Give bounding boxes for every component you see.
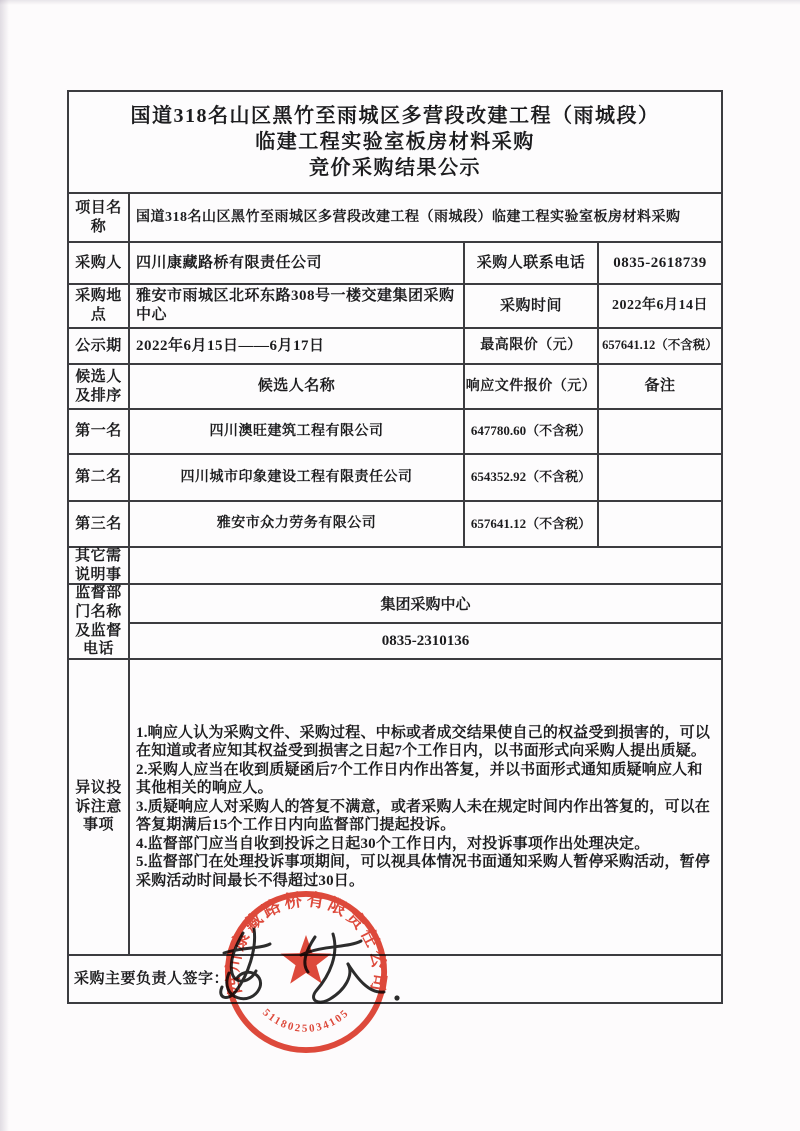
objection-item-1: 1.响应人认为采购文件、采购过程、中标或者成交结果使自己的权益受到损害的，可以在知道或者应知其权益受到损害之日起7个工作日内，以书面形式向采购人提出质疑。 <box>136 724 711 760</box>
seal-number: 5118025034105 <box>260 1006 352 1035</box>
candidate-row-3 <box>69 502 721 548</box>
row-other-notes <box>69 548 721 585</box>
signature-label: 采购主要负责人签字： <box>74 970 230 987</box>
publicity-value: 2022年6月15日——6月17日 <box>130 329 465 363</box>
candidate-name: 四川城市印象建设工程有限责任公司 <box>130 455 465 500</box>
candidate-price: 657641.12（不含税） <box>465 502 599 546</box>
candidate-row-2 <box>69 455 721 502</box>
title-block <box>69 92 721 194</box>
supervision-values <box>130 585 721 658</box>
project-name-value: 国道318名山区黑竹至雨城区多营段改建工程（雨城段）临建工程实验室板房材料采购 <box>136 209 681 225</box>
objection-item-4: 4.监督部门应当自收到投诉之日起30个工作日内，对投诉事项作出处理决定。 <box>136 835 650 852</box>
objection-item-5: 5.监督部门在处理投诉事项期间，可以视具体情况书面通知采购人暂停采购活动，暂停采购活动时间最长不得超过30日。 <box>136 854 711 889</box>
candidates-name-header: 候选人名称 <box>130 365 465 408</box>
purchaser-label: 采购人 <box>69 243 130 283</box>
paper-left-edge <box>0 0 9 1131</box>
supervision-phone: 0835-2310136 <box>381 632 470 649</box>
seal-star-icon <box>280 935 331 984</box>
supervision-department: 集团采购中心 <box>130 585 721 624</box>
candidate-rank: 第二名 <box>69 455 130 500</box>
candidates-rank-header: 候选人及排序 <box>69 365 130 408</box>
candidate-name: 四川澳旺建筑工程有限公司 <box>130 410 465 453</box>
row-objection <box>69 660 721 956</box>
paper-top-edge <box>0 0 800 5</box>
candidate-name: 雅安市众力劳务有限公司 <box>130 502 465 546</box>
location-label: 采购地点 <box>69 285 130 327</box>
location-value: 雅安市雨城区北环东路308号一楼交建集团采购中心 <box>130 285 465 327</box>
purchaser-value: 四川康藏路桥有限责任公司 <box>130 243 465 283</box>
row-publicity <box>69 329 721 365</box>
title-line-3: 竞价采购结果公示 <box>309 157 481 179</box>
other-notes-label: 其它需说明事 <box>69 548 130 583</box>
candidates-header-row <box>69 365 721 410</box>
purchaser-phone-label: 采购人联系电话 <box>465 243 599 283</box>
project-name-label: 项目名称 <box>69 194 130 241</box>
row-project-name <box>69 194 721 243</box>
candidate-rank: 第三名 <box>69 502 130 546</box>
candidates-price-header: 响应文件报价（元） <box>465 365 599 408</box>
objection-item-2: 2.采购人应当在收到质疑函后7个工作日内作出答复，并以书面形式通知质疑响应人和其他相关的响应人。 <box>136 761 703 797</box>
max-price-label: 最高限价（元） <box>465 329 599 363</box>
document-title <box>69 92 721 192</box>
candidate-price: 654352.92（不含税） <box>465 455 599 500</box>
row-location <box>69 285 721 329</box>
purchaser-phone-value: 0835-2618739 <box>613 254 707 271</box>
title-line-2: 临建工程实验室板房材料采购 <box>255 131 535 153</box>
candidate-rank: 第一名 <box>69 410 130 453</box>
max-price-value: 657641.12（不含税） <box>602 338 718 353</box>
supervision-label: 监督部门名称及监督电话 <box>69 585 130 658</box>
title-line-1: 国道318名山区黑竹至雨城区多营段改建工程（雨城段） <box>130 105 660 127</box>
row-purchaser <box>69 243 721 285</box>
row-supervision <box>69 585 721 660</box>
candidate-price: 647780.60（不含税） <box>465 410 599 453</box>
objection-text <box>130 660 721 954</box>
purchase-time-value: 2022年6月14日 <box>612 298 708 314</box>
svg-text:5118025034105 <box>260 1007 352 1035</box>
objection-item-3: 3.质疑响应人对采购人的答复不满意，或者采购人未在规定时间内作出答复的，可以在答复期满后15个工作日内向监督部门提起投诉。 <box>136 798 711 834</box>
candidate-note <box>599 502 721 546</box>
purchase-time-label: 采购时间 <box>465 285 599 327</box>
procurement-result-table <box>67 90 723 1004</box>
objection-label: 异议投诉注意事项 <box>69 660 130 954</box>
candidate-note <box>599 410 721 453</box>
candidate-note <box>599 455 721 500</box>
publicity-label: 公示期 <box>69 329 130 363</box>
candidate-row-1 <box>69 410 721 455</box>
seal-company-name: 四川康藏路桥有限责任公司 <box>222 889 390 996</box>
candidates-note-header: 备注 <box>644 378 676 395</box>
other-notes-value <box>130 548 721 583</box>
company-seal-stamp <box>222 888 390 1056</box>
